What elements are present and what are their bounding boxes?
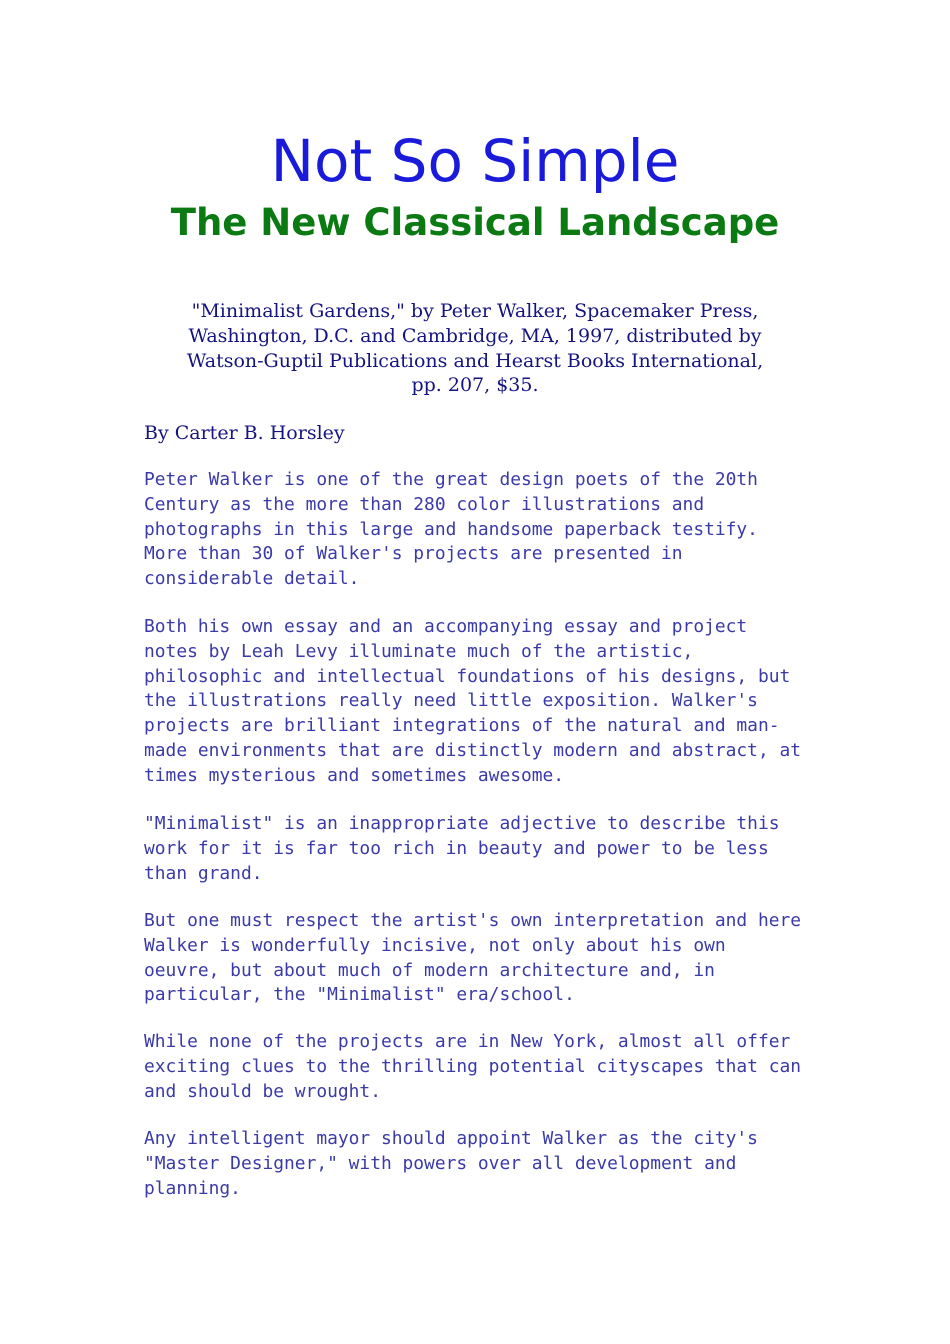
citation-line: "Minimalist Gardens," by Peter Walker, Spacemaker Press, bbox=[191, 300, 759, 322]
paragraph-line: philosophic and intellectual foundations of his designs, but bbox=[144, 665, 791, 687]
body-paragraph bbox=[144, 1030, 814, 1104]
paragraph-line: Any intelligent mayor should appoint Walker as the city's bbox=[144, 1128, 758, 1149]
author-byline: By Carter B. Horsley bbox=[144, 422, 345, 444]
body-paragraph bbox=[144, 468, 814, 592]
paragraph-line: photographs in this large and handsome paperback testify. bbox=[144, 518, 758, 540]
citation-line: Watson-Guptil Publications and Hearst Books International, bbox=[186, 349, 764, 372]
paragraph-line: made environments that are distinctly modern and abstract, at bbox=[144, 739, 802, 761]
paragraph-line: exciting clues to the thrilling potential cityscapes that can bbox=[144, 1055, 802, 1077]
paragraph-line: than grand. bbox=[144, 862, 263, 884]
body-paragraph bbox=[144, 909, 814, 1008]
paragraph-line: Peter Walker is one of the great design poets of the 20th bbox=[144, 469, 758, 490]
page-title: Not So Simple bbox=[270, 127, 680, 195]
paragraph-line: "Master Designer," with powers over all development and bbox=[144, 1152, 737, 1174]
paragraph-line: notes by Leah Levy illuminate much of the artistic, bbox=[144, 640, 694, 662]
paragraph-line: times mysterious and sometimes awesome. bbox=[144, 764, 565, 786]
paragraph-line: projects are brilliant integrations of the natural and man- bbox=[144, 715, 780, 737]
body-paragraph bbox=[144, 812, 814, 886]
paragraph-line: Both his own essay and an accompanying essay and project bbox=[144, 616, 748, 637]
paragraph-line: and should be wrought. bbox=[144, 1080, 381, 1102]
paragraph-line: planning. bbox=[144, 1177, 241, 1199]
paragraph-line: the illustrations really need little exposition. Walker's bbox=[144, 690, 758, 712]
citation-line: pp. 207, $35. bbox=[411, 374, 539, 397]
book-citation bbox=[144, 299, 806, 398]
page-subtitle: The New Classical Landscape bbox=[170, 201, 780, 244]
body-paragraph bbox=[144, 615, 814, 789]
paragraph-line: While none of the projects are in New York, almost all offer bbox=[144, 1031, 791, 1052]
paragraph-line: particular, the "Minimalist" era/school. bbox=[144, 984, 575, 1006]
paragraph-line: considerable detail. bbox=[144, 568, 360, 590]
paragraph-line: More than 30 of Walker's projects are presented in bbox=[144, 543, 683, 565]
citation-line: Washington, D.C. and Cambridge, MA, 1997, distributed by bbox=[188, 324, 762, 347]
paragraph-line: Century as the more than 280 color illustrations and bbox=[144, 493, 705, 515]
paragraph-line: "Minimalist" is an inappropriate adjective to describe this bbox=[144, 813, 780, 834]
paragraph-line: oeuvre, but about much of modern architecture and, in bbox=[144, 959, 715, 981]
paragraph-line: But one must respect the artist's own interpretation and here bbox=[144, 910, 802, 931]
paragraph-line: Walker is wonderfully incisive, not only about his own bbox=[144, 934, 726, 956]
paragraph-line: work for it is far too rich in beauty and power to be less bbox=[144, 837, 769, 859]
body-paragraph bbox=[144, 1127, 814, 1201]
